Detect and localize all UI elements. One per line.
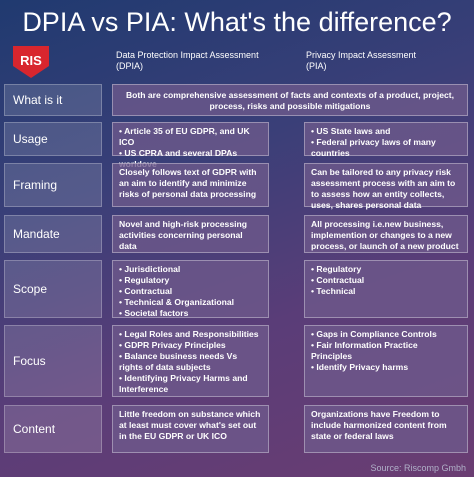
row-label-scope: Scope bbox=[4, 260, 102, 318]
mandate-pia-cell: All processing i.e.new business, implemention or changes to a new process, or launch of a new product bbox=[304, 215, 468, 253]
usage-dpia-cell bbox=[112, 122, 269, 156]
focus-pia-item: • Fair Information Practice Principles bbox=[311, 340, 418, 361]
row-label-framing: Framing bbox=[4, 163, 102, 207]
content-pia-cell: Organizations have Freedom to include harmonized content from state or federal laws bbox=[304, 405, 468, 453]
row-label-focus: Focus bbox=[4, 325, 102, 397]
focus-dpia-item: • Balance business needs Vs rights of data subjects bbox=[119, 351, 238, 372]
content-dpia-cell: Little freedom on substance which at least must cover what's set out in the EU GDPR or UK ICO bbox=[112, 405, 269, 453]
framing-pia-cell: Can be tailored to any privacy risk assessment process with an aim to to assess how an entity collects, uses, shares personal data bbox=[304, 163, 468, 207]
usage-pia-item: • Federal privacy laws of many countries bbox=[311, 137, 436, 158]
scope-pia-item: • Contractual bbox=[311, 275, 365, 285]
scope-dpia-item: • Contractual bbox=[119, 286, 173, 296]
logo-text: RIS bbox=[20, 53, 42, 68]
focus-dpia-item: • Legal Roles and Responsibilities bbox=[119, 329, 259, 339]
row-label-what: What is it bbox=[4, 84, 102, 116]
dpia-column-header bbox=[116, 50, 276, 80]
focus-pia-item: • Identify Privacy harms bbox=[311, 362, 409, 372]
scope-dpia-item: • Technical & Organizational bbox=[119, 297, 235, 307]
scope-pia-item: • Regulatory bbox=[311, 264, 362, 274]
row-label-mandate: Mandate bbox=[4, 215, 102, 253]
mandate-dpia-cell: Novel and high-risk processing activities concerning personal data bbox=[112, 215, 269, 253]
usage-dpia-item: • Article 35 of EU GDPR, and UK ICO bbox=[119, 126, 250, 147]
scope-dpia-item: • Regulatory bbox=[119, 275, 170, 285]
usage-pia-cell bbox=[304, 122, 468, 156]
row-label-usage: Usage bbox=[4, 122, 102, 156]
dpia-header-line1: Data Protection Impact Assessment bbox=[116, 50, 259, 60]
pia-header-line2: (PIA) bbox=[306, 61, 327, 71]
pia-column-header bbox=[306, 50, 466, 80]
dpia-header-line2: (DPIA) bbox=[116, 61, 143, 71]
usage-dpia-item: • US CPRA and several DPAs bbox=[119, 148, 238, 158]
focus-dpia-item: • Identifying Privacy Harms and Interference bbox=[119, 373, 248, 394]
scope-dpia-cell bbox=[112, 260, 269, 318]
focus-dpia-item: • GDPR Privacy Principles bbox=[119, 340, 226, 350]
focus-pia-item: • Gaps in Compliance Controls bbox=[311, 329, 437, 339]
framing-dpia-cell: Closely follows text of GDPR with an aim to identify and minimize risks of personal data processing bbox=[112, 163, 269, 207]
what-shared-cell: Both are comprehensive assessment of facts and contexts of a product, project, process, risks and possible mitigations bbox=[112, 84, 468, 116]
page-title: DPIA vs PIA: What's the difference? bbox=[22, 7, 452, 37]
scope-dpia-item: • Jurisdictional bbox=[119, 264, 181, 274]
pia-header-line1: Privacy Impact Assessment bbox=[306, 50, 417, 60]
source-credit: Source: Riscomp Gmbh bbox=[370, 463, 466, 473]
ris-logo bbox=[10, 44, 52, 80]
usage-pia-item: • US State laws and bbox=[311, 126, 391, 136]
scope-pia-item: • Technical bbox=[311, 286, 356, 296]
scope-dpia-item: • Societal factors bbox=[119, 308, 189, 318]
focus-dpia-cell bbox=[112, 325, 269, 397]
focus-pia-cell bbox=[304, 325, 468, 397]
row-label-content: Content bbox=[4, 405, 102, 453]
scope-pia-cell bbox=[304, 260, 468, 318]
